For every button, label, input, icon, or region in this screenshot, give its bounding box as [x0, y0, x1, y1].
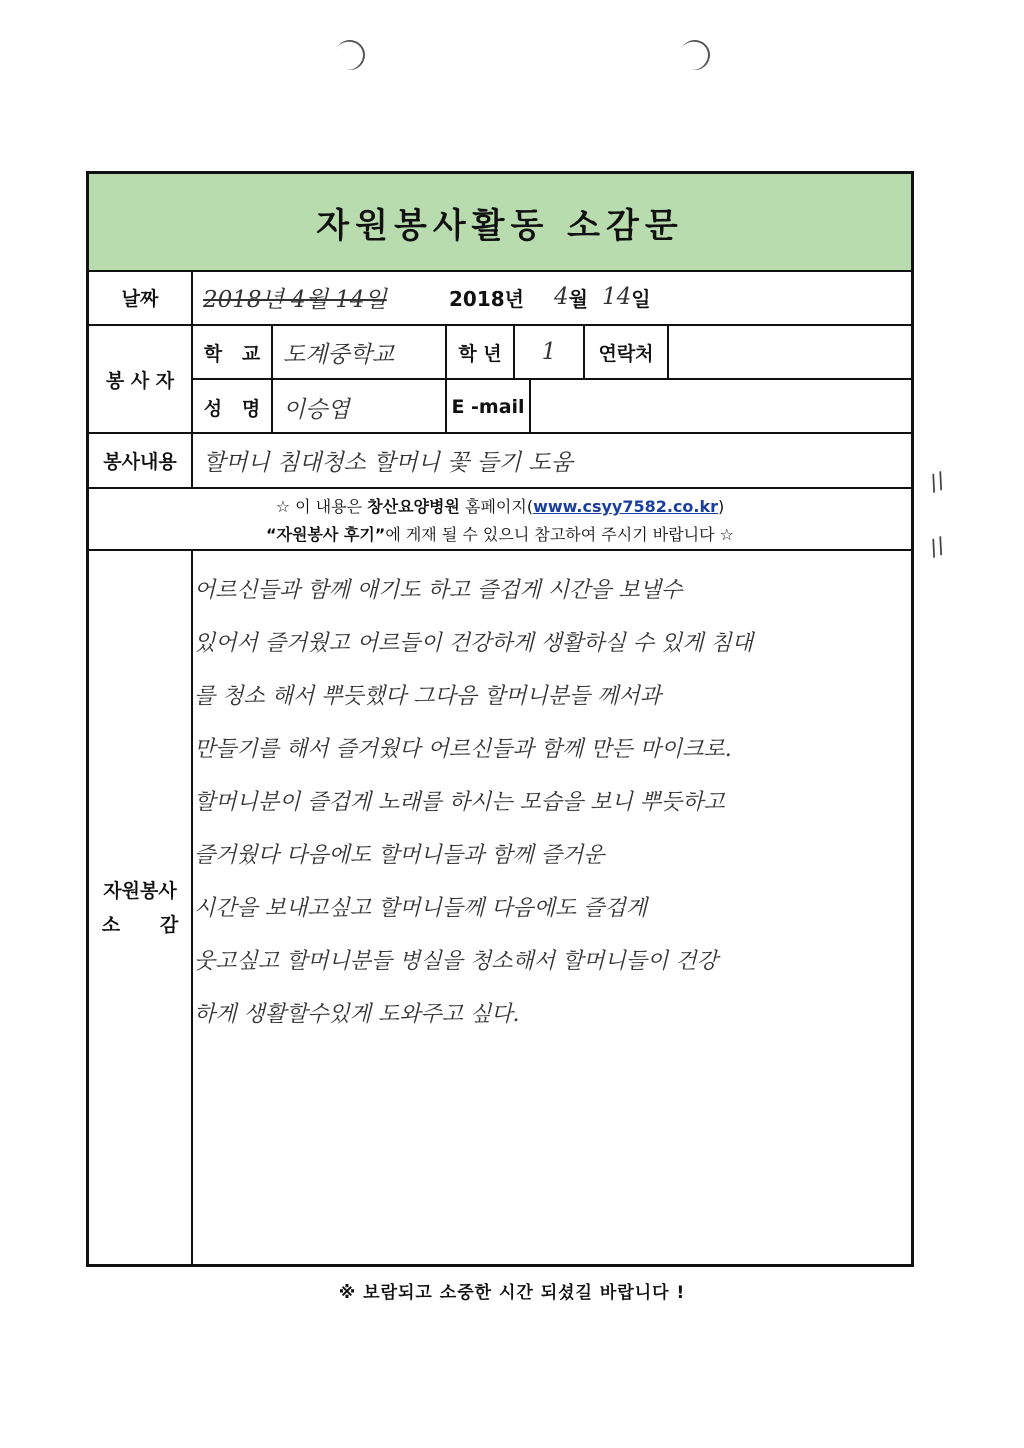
- email-value: [531, 380, 911, 434]
- footer-note: ※ 보람되고 소중한 시간 되셨길 바랍니다 !: [338, 1283, 686, 1303]
- punch-hole-mark-left: [331, 36, 369, 74]
- date-month: 월: [568, 286, 588, 311]
- school-label: 학 교: [193, 326, 273, 378]
- impression-line: 시간을 보내고싶고 할머니들께 다음에도 즐겁게: [194, 896, 648, 921]
- impression-line: 즐거웠다 다음에도 할머니들과 함께 즐거운: [194, 843, 605, 868]
- impression-label-line-1: 자원봉사: [103, 879, 177, 902]
- volunteer-label: 봉 사 자: [89, 326, 193, 432]
- review-section-name: “자원봉사 후기”: [265, 525, 386, 544]
- title-band: [89, 174, 911, 272]
- impression-text: [194, 564, 901, 1041]
- notice-text: 홈페이지(: [459, 497, 534, 516]
- grade-label: 학 년: [447, 326, 515, 378]
- name-line: [193, 380, 911, 434]
- star-icon: ☆: [275, 497, 291, 516]
- margin-mark: //: [926, 533, 949, 562]
- contact-label: 연락처: [585, 326, 669, 378]
- service-content-label: 봉사내용: [89, 434, 193, 487]
- margin-mark: //: [926, 468, 949, 497]
- hospital-name: 창산요양병원: [367, 497, 460, 516]
- notice-text: 에 게재 될 수 있으니 참고하여 주시기 바랍니다: [385, 525, 720, 544]
- service-content-value: 할머니 침대청소 할머니 꽃 들기 도움: [203, 450, 573, 476]
- impression-label-cell: [89, 551, 193, 1264]
- notice-text: 이 내용은: [290, 497, 368, 516]
- impression-line: 만들기를 해서 즐거웠다 어르신들과 함께 만든 마이크로.: [194, 737, 732, 762]
- impression-line: 를 청소 해서 뿌듯했다 그다음 할머니분들 께서과: [194, 684, 662, 709]
- notice-line-2: [89, 521, 911, 549]
- notice-line-1: [89, 493, 911, 521]
- crossed-date: [193, 270, 433, 324]
- star-icon: ☆: [719, 525, 735, 544]
- date-day: 일: [631, 286, 651, 311]
- school-value: 도계중학교: [273, 326, 447, 378]
- punch-hole-mark-right: [676, 36, 714, 74]
- name-label: 성 명: [193, 380, 273, 434]
- notice-text: ): [718, 497, 725, 516]
- page-title: 자원봉사활동 소감문: [316, 205, 684, 246]
- impression-line: 할머니분이 즐겁게 노래를 하시는 모습을 보니 뿌듯하고: [194, 790, 725, 815]
- date-day-hand: 14: [601, 284, 632, 310]
- volunteer-form: [86, 171, 914, 1267]
- impression-label-line-2: 소 감: [101, 913, 179, 936]
- email-label: E -mail: [447, 380, 531, 434]
- date-row: [89, 270, 911, 326]
- date-value: [449, 270, 849, 324]
- crossed-date-text: 2018년 4월 14일: [203, 286, 387, 313]
- homepage-link[interactable]: www.csyy7582.co.kr: [533, 497, 719, 516]
- impression-line: 웃고싶고 할머니분들 병실을 청소해서 할머니들이 건강: [194, 949, 718, 974]
- impression-line: 있어서 즐거웠고 어르들이 건강하게 생활하실 수 있게 침대: [194, 631, 754, 656]
- date-year: 2018년: [449, 286, 524, 311]
- date-month-hand: 4: [553, 284, 569, 310]
- service-content-row: [89, 434, 911, 489]
- school-line: [193, 326, 911, 380]
- volunteer-block: [89, 326, 911, 434]
- impression-line: 하게 생활할수있게 도와주고 싶다.: [194, 1002, 520, 1027]
- grade-value: 1: [515, 326, 585, 378]
- impression-line: 어르신들과 함께 애기도 하고 즐겁게 시간을 보낼수: [194, 578, 683, 603]
- notice-box: [89, 489, 911, 551]
- name-value: 이승엽: [273, 380, 447, 434]
- contact-value: [669, 326, 911, 378]
- date-label: 날짜: [89, 270, 193, 324]
